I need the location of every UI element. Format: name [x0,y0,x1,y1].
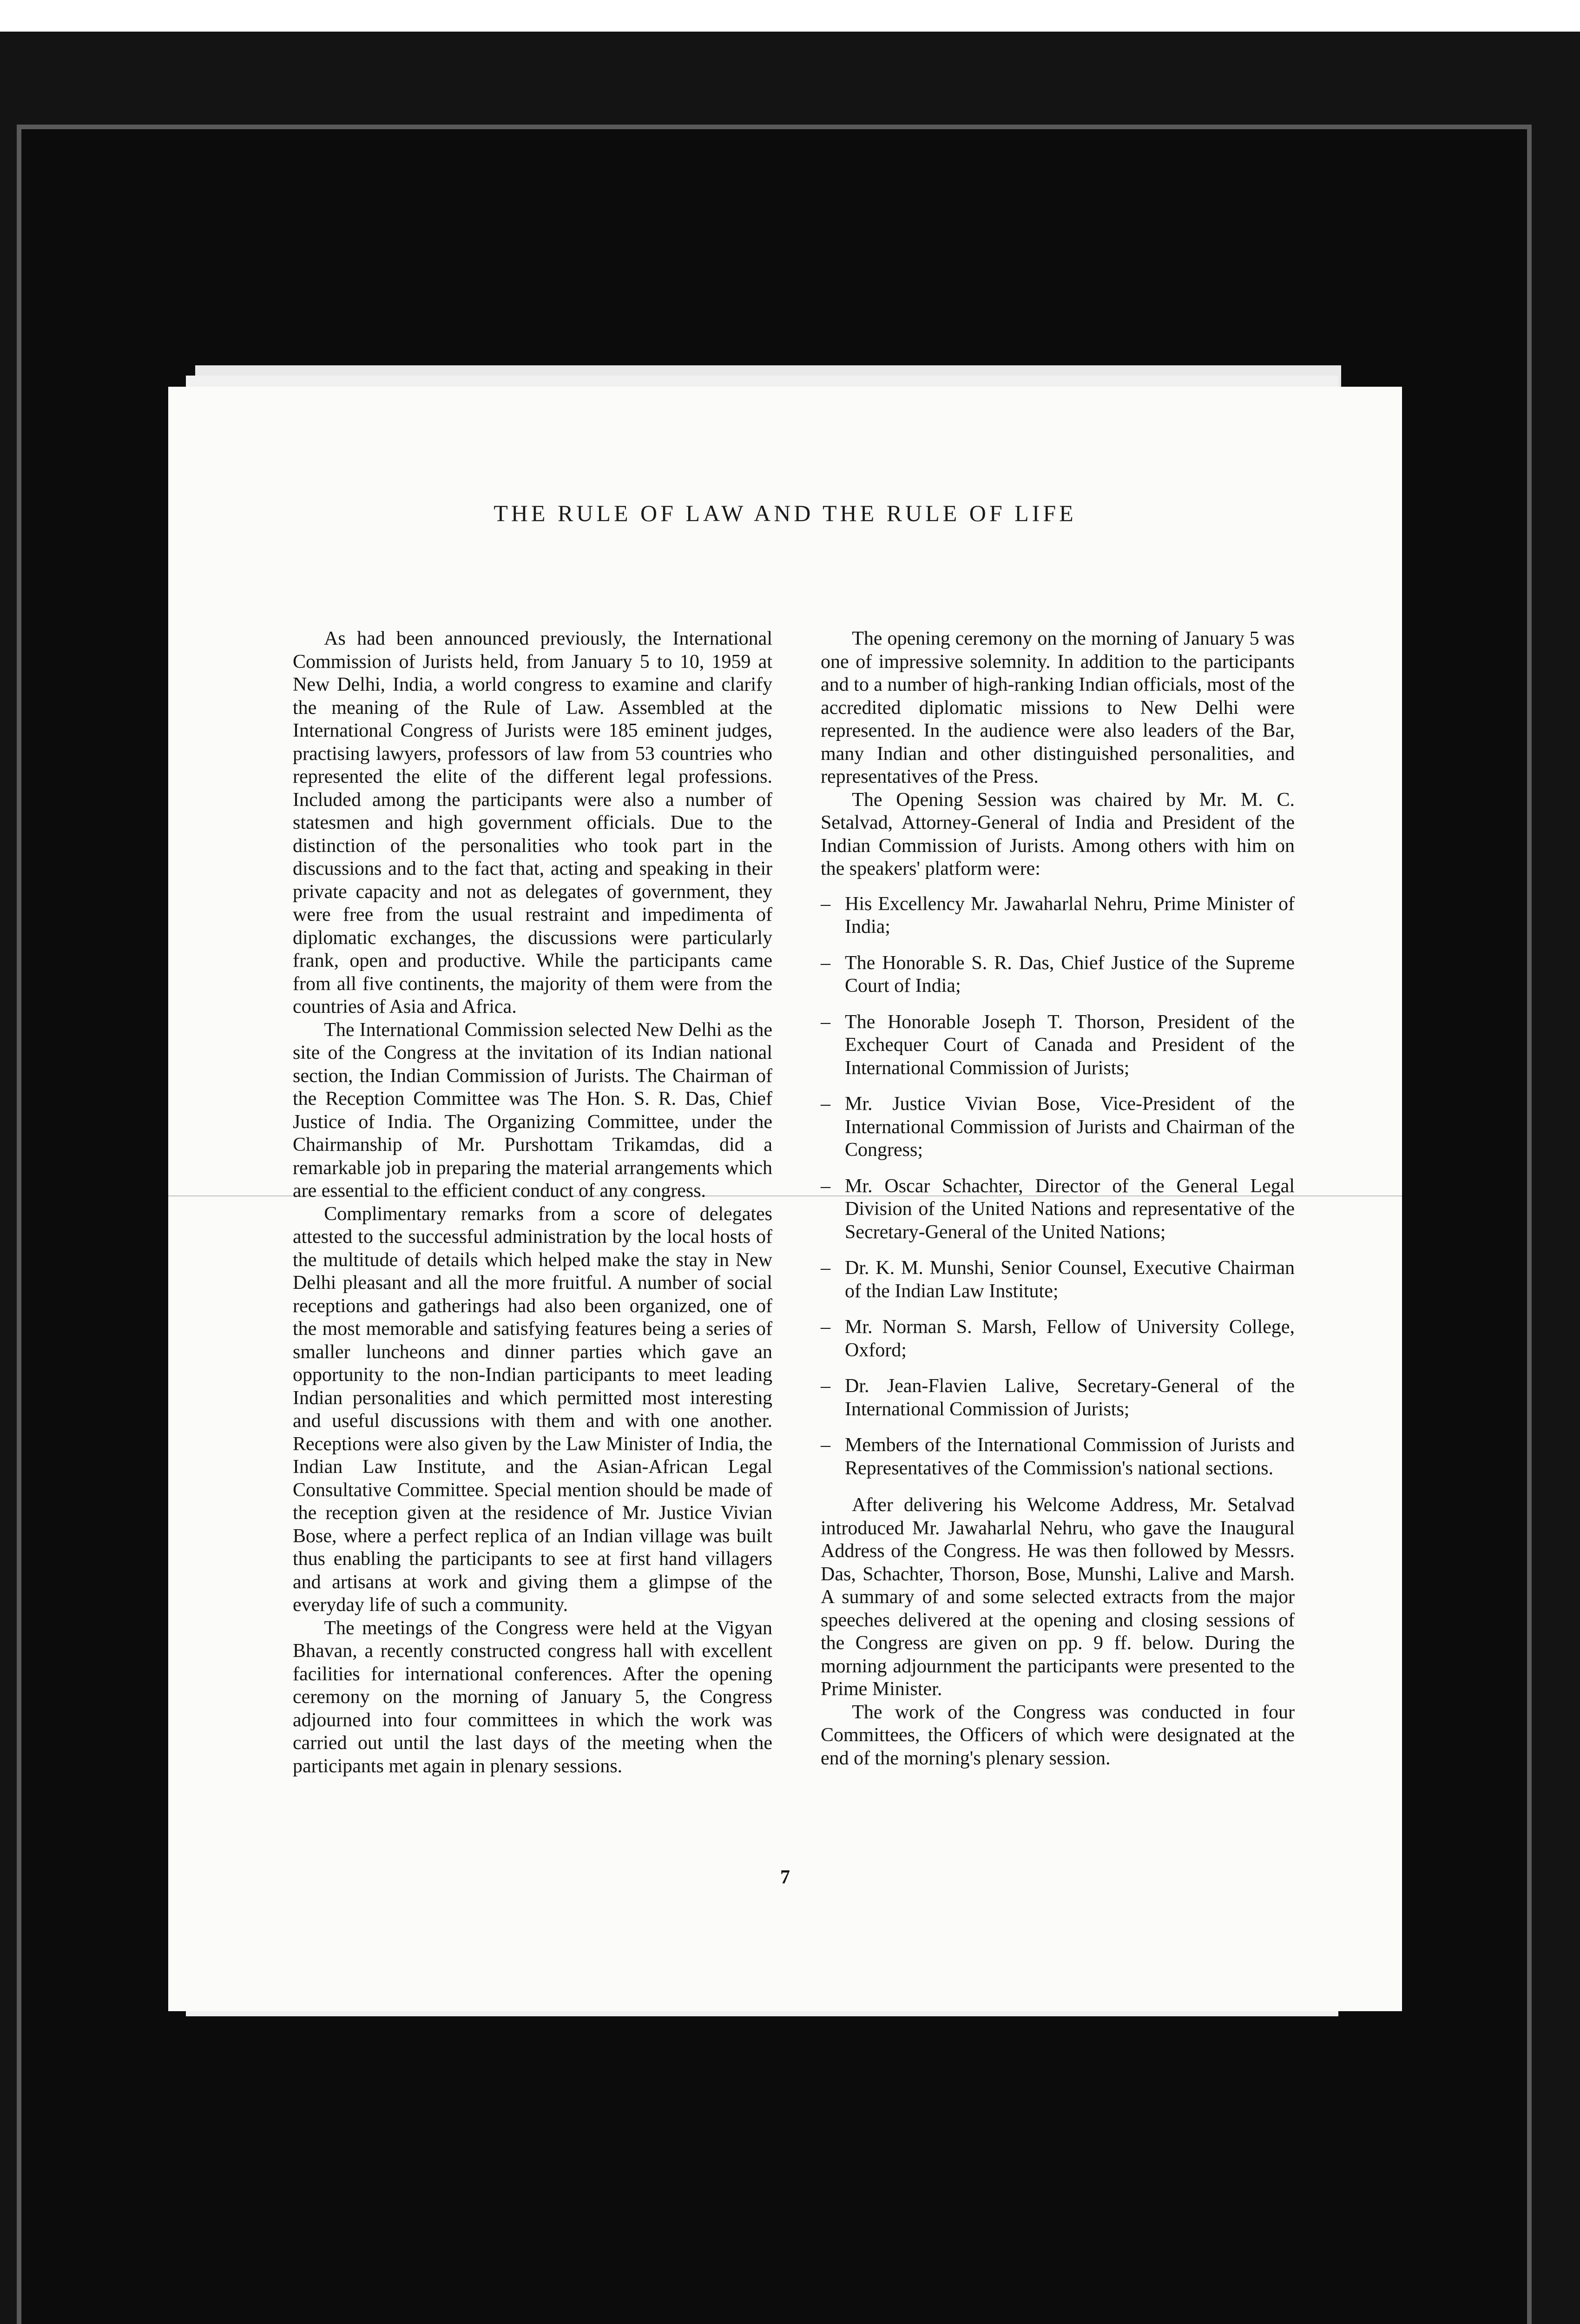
list-dash: – [821,1434,830,1456]
paragraph: As had been announced previously, the International Commission of Jurists held, from January 5 to 10, 1959 at New Delhi, India, a world congress to examine and clarify the meaning of the Rule of Law. Assembled at the International Congress of Jurists were 185 eminent judges, practising lawyers, professors of law from 53 countries who represented the elite of the different legal professions. Included among the participants were also a number of statesmen and high government officials. Due to the distinction of the personalities who took part in the discussions and to the fact that, acting and speaking in their private capacity and not as delegates of government, they were free from the usual restraint and impedimenta of diplomatic exchanges, the discussions were particularly frank, open and productive. While the participants came from all five continents, the majority of them were from the countries of Asia and Africa. [293,628,772,1017]
paragraph: The Opening Session was chaired by Mr. M. C. Setalvad, Attorney-General of India and President of the Indian Commission of Jurists. Among others with him on the speakers' platform were: [821,789,1295,879]
list-dash: – [821,1316,830,1338]
list-item-text: Mr. Justice Vivian Bose, Vice-President of the International Commission of Jurists and Chairman of the Congress; [845,1093,1295,1161]
paragraph: The opening ceremony on the morning of January 5 was one of impressive solemnity. In addition to the participants and to a number of high-ranking Indian officials, most of the accredited diplomatic missions to New Delhi were represented. In the audience were also leaders of the Bar, many Indian and other distinguished personalities, and representatives of the Press. [821,628,1295,787]
list-dash: – [821,1175,830,1197]
list-item [821,1093,1295,1162]
list-dash: – [821,1375,830,1397]
document-page [168,387,1402,2011]
speakers-list [821,893,1295,1480]
list-item [821,1257,1295,1303]
list-item-text: Dr. Jean-Flavien Lalive, Secretary-General of the International Commission of Jurists; [845,1375,1295,1420]
paragraph: After delivering his Welcome Address, Mr. Setalvad introduced Mr. Jawaharlal Nehru, who gave the Inaugural Address of the Congress. He was then followed by Messrs. Das, Schachter, Thorson, Bose, Munshi, Lalive and Marsh. A summary of and some selected extracts from the major speeches delivered at the opening and closing sessions of the Congress are given on pp. 9 ff. below. During the morning adjournment the participants were presented to the Prime Minister. [821,1494,1295,1700]
list-item [821,1175,1295,1244]
list-dash: – [821,1257,830,1279]
paragraph: The meetings of the Congress were held at the Vigyan Bhavan, a recently constructed congress hall with excellent facilities for international conferences. After the opening ceremony on the morning of January 5, the Congress adjourned into four committees in which the work was carried out until the last days of the meeting when the participants met again in plenary sessions. [293,1617,772,1777]
page-title: THE RULE OF LAW AND THE RULE OF LIFE [494,500,1077,526]
page-number: 7 [780,1867,790,1888]
list-item [821,893,1295,939]
right-column [821,627,1295,1770]
list-item [821,952,1295,998]
paragraph: The work of the Congress was conducted in four Committees, the Officers of which were designated at the end of the morning's plenary session. [821,1701,1295,1769]
list-item [821,1011,1295,1080]
left-column [293,627,772,1778]
list-item-text: Members of the International Commission of Jurists and Representatives of the Commission's national sections. [845,1434,1295,1479]
list-item-text: Dr. K. M. Munshi, Senior Counsel, Executive Chairman of the Indian Law Institute; [845,1257,1295,1302]
list-item-text: His Excellency Mr. Jawaharlal Nehru, Prime Minister of India; [845,893,1295,938]
list-item [821,1434,1295,1480]
list-dash: – [821,893,830,915]
list-item-text: Mr. Norman S. Marsh, Fellow of University College, Oxford; [845,1316,1295,1361]
list-dash: – [821,1011,830,1033]
list-dash: – [821,1093,830,1115]
list-item [821,1316,1295,1362]
list-dash: – [821,952,830,974]
list-item [821,1375,1295,1421]
paragraph: Complimentary remarks from a score of delegates attested to the successful administration by the local hosts of the multitude of details which helped make the stay in New Delhi pleasant and all the more fruitful. A number of social receptions and gatherings had also been organized, one of the most memorable and satisfying features being a series of smaller luncheons and dinner parties which gave an opportunity to the non-Indian participants to meet leading Indian personalities and which permitted most interesting and useful discussions with them and with one another. Receptions were also given by the Law Minister of India, the Indian Law Institute, and the Asian-African Legal Consultative Committee. Special mention should be made of the reception given at the residence of Mr. Justice Vivian Bose, where a perfect replica of an Indian village was built thus enabling the participants to see at first hand villagers and artisans at work and giving them a glimpse of the everyday life of such a community. [293,1203,772,1616]
list-item-text: Mr. Oscar Schachter, Director of the General Legal Division of the United Nations and representative of the Secretary-General of the United Nations; [845,1175,1295,1243]
list-item-text: The Honorable Joseph T. Thorson, President of the Exchequer Court of Canada and President of the International Commission of Jurists; [845,1011,1295,1079]
list-item-text: The Honorable S. R. Das, Chief Justice of the Supreme Court of India; [845,952,1295,997]
paragraph: The International Commission selected New Delhi as the site of the Congress at the invitation of its Indian national section, the Indian Commission of Jurists. The Chairman of the Reception Committee was The Hon. S. R. Das, Chief Justice of India. The Organizing Committee, under the Chairmanship of Mr. Purshottam Trikamdas, did a remarkable job in preparing the material arrangements which are essential to the efficient conduct of any congress. [293,1019,772,1202]
